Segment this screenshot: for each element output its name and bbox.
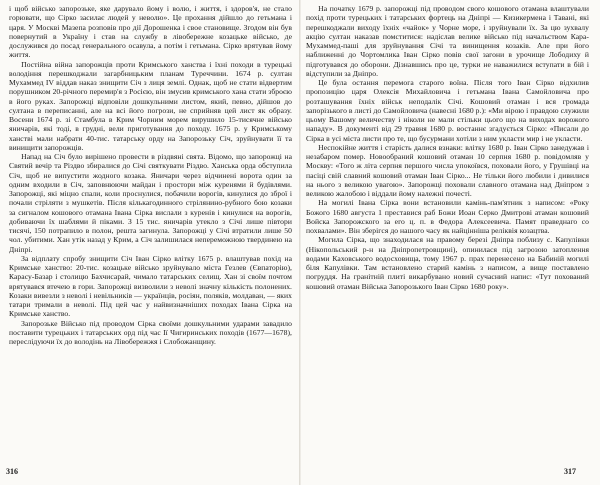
right-page	[306, 4, 589, 468]
right-paragraph-3: Неспокійне життя і старість далися взнаки: влітку 1680 р. Іван Сірко занедужав і незабаром помер. Новообраний кошовий отаман 10 серпня 1680 р. повідомляв у Москву: «Того ж літа серпня першого числа упокоївся, поховали його, у Грушівці на пасіці свій славний кошовий отаман Іван Сірко... Не тільки його любили і дивилися на нього з великою увагою». Запорожці поховали славного отамана над Дніпром з великою жалобою і віддали йому належні почесті.	[306, 142, 589, 198]
left-page	[9, 4, 292, 468]
left-paragraph-2: Постійна війна запорожців проти Кримського ханства і їхні походи в турецькі володіння перешкоджали загарбницьким планам Туреччини. 1674 р. султан Мухаммед IV віддав наказ знищити Січ з лиця землі. Однак, щоб не стати відвертим порушником 20-річного перемир'я з Росією, він змусив кримського хана стати зброєю в його руках. Запорожці відповіли дошкульними листом, який, певно, дійшов до султана в переписанні, але на всі його погрози, не сприйняв цей лист як образу. Восени 1674 р. зі Стамбула в Крим Чорним морем вирушило 15-тисячне військо яничарів, які тоді, в грудні, вели приготування до походу. 1675 р. у Кримському ханстві мали набрати 40-тис. татарську орду на Запорозьку Січ, зруйнувати її та винищити запорожців.	[9, 59, 292, 152]
left-page-number: 316	[6, 467, 18, 476]
left-paragraph-3: Напад на Січ було вирішено провести в різдвяні свята. Відомо, що запорожці на Святий вечір та Різдво збиралися до Січі святкувати Різдво. Ханська орда обступила Січ, щоб не випустити жодного козака. Яничари через відчинені ворота один за одним входили в Січ, заповнюючи майдан і простори між куренями й будівлями. Запорожці, які міцно спали, коли проснулися, побачили ворогів, кинулися до зброї і почали стріляти з мушкетів. Після кількагодинного стрілянино-рубного бою козаки за сигналом кошового отамана Івана Сірка вислали з куренів і кинулися на ворогів, добиваючи їх шаблями й піками. З 15 тис. яничарів утекло з Січі лише півтори тисячі, 150 потрапило в полон, решта загинула. Запорожці у Січі втратили лише 50 чол. убитими. Хан утік назад у Крим, а Січ залишилася непереможною твердинею на Дніпрі.	[9, 152, 292, 254]
book-gutter	[299, 0, 301, 485]
right-paragraph-1: На початку 1679 р. запорожці під проводом свого кошового отамана влаштували похід проти турецьких і татарських фортець на Дніпрі — Кизикермена і Тавані, які перешкоджали виходу їхніх «чайок» у Чорне море, і зруйнували їх. За цю зухвалу акцію султан наказав помститися: надіслав велике військо під начальством Кара-Мухаммед-паші для зруйнування Січі та винищення козаків. Але при його наближенні до Чортомлика Іван Сірко повів свої загони в урочище Лободиху й підготувався до оборони. Дізнавшись про це, турки не наважилися вступати в бій і відступили за Дніпро.	[306, 4, 589, 78]
right-paragraph-5: Могила Сірка, що знаходилася на правому березі Дніпра поблизу с. Капулівки (Нікопольський р-н на Дніпропетровщині), опинилася під загрозою затоплення водами Каховського водосховища, тому 1967 р. прах перенесено на Бабиній могилі біля Капулівки. Там встановлено старий камінь з написом, а вище поставлено погруддя. На гранітній плиті викарбувано новий сучасний напис: «Тут похований кошовий отаман Війська Запорозького Іван Сірко 1680 року».	[306, 235, 589, 291]
left-paragraph-1: і щоб військо запорозьке, яке дарувало йому і волю, і життя, і здоров'я, не стало горювати, що Сірко засилає людей у неволю». Це прохання дійшло до гетьмана і царя. У Москві Мазепа розповів про дії Дорошенка і свое становище. Згодом він був повернутий в Україну і став на службу в лівобережне козацьке військо, де дослужився до посад генерального осавула, а потім і гетьмана. Сірко врятував йому життя.	[9, 4, 292, 60]
right-paragraph-2: Це була остання перемога старого воїна. Після того Іван Сірко відхилив пропозицію царя Олексія Михайловича і гетьмана Івана Самойловича про розташування їхніх військ неподалік Січі. Кошовий отаман і вся громада запорізького в листі до Самойловича (навесні 1680 р.): «Ми вірою і правдою служили цьому Вашому величеству і ніколи не мали стільки цього що на виходах ворожого нападу». В документі від 29 травня 1680 р. востаннє згадується Сірко: «Писали до Сірка в усі міста листи про те, що бусурмани хотіли з ним укласти мир і не укласти.	[306, 78, 589, 143]
right-paragraph-4: На могилі Івана Сірка вони встановили камінь-пам'ятник з написом: «Року Божого 1680 августа 1 преставися раб Божи Иоан Серко Дмитрові атаман кошовий Войска Запорожского за его ц. п. в Федора Алексеевича. Памят праведнаго со похвалами». Він зберігся до нашого часу як найцінніша реліквія козацтва.	[306, 198, 589, 235]
left-paragraph-4: За відплату спробу знищити Січ Іван Сірко влітку 1675 р. влаштував похід на Кримське ханство: 20-тис. козацьке військо зруйнувало міста Гезлев (Євпаторію), Карасу-Базар і столицю Бахчисарай, чимало татарських селищ. Хан зі своїм почтом врятувався втечею в гори. Запорожці визволили з неволі значну кількість полонених. Козаки вивезли з неволі і невільників — українців, росіян, поляків, молдаван, — яких татари тримали в неволі. Під цей час у найвизначніших походах Івана Сірка на Кримське ханство.	[9, 253, 292, 319]
left-paragraph-5: Запорозьке Військо під проводом Сірка своїми дошкульними ударами завадило поставити турецьких і татарських орд під час Ії Чигиринських походів (1677—1678), переслідуючи їх до володінь на Лівобережжя і Слобожанщину.	[9, 318, 292, 346]
right-page-number: 317	[564, 467, 576, 476]
